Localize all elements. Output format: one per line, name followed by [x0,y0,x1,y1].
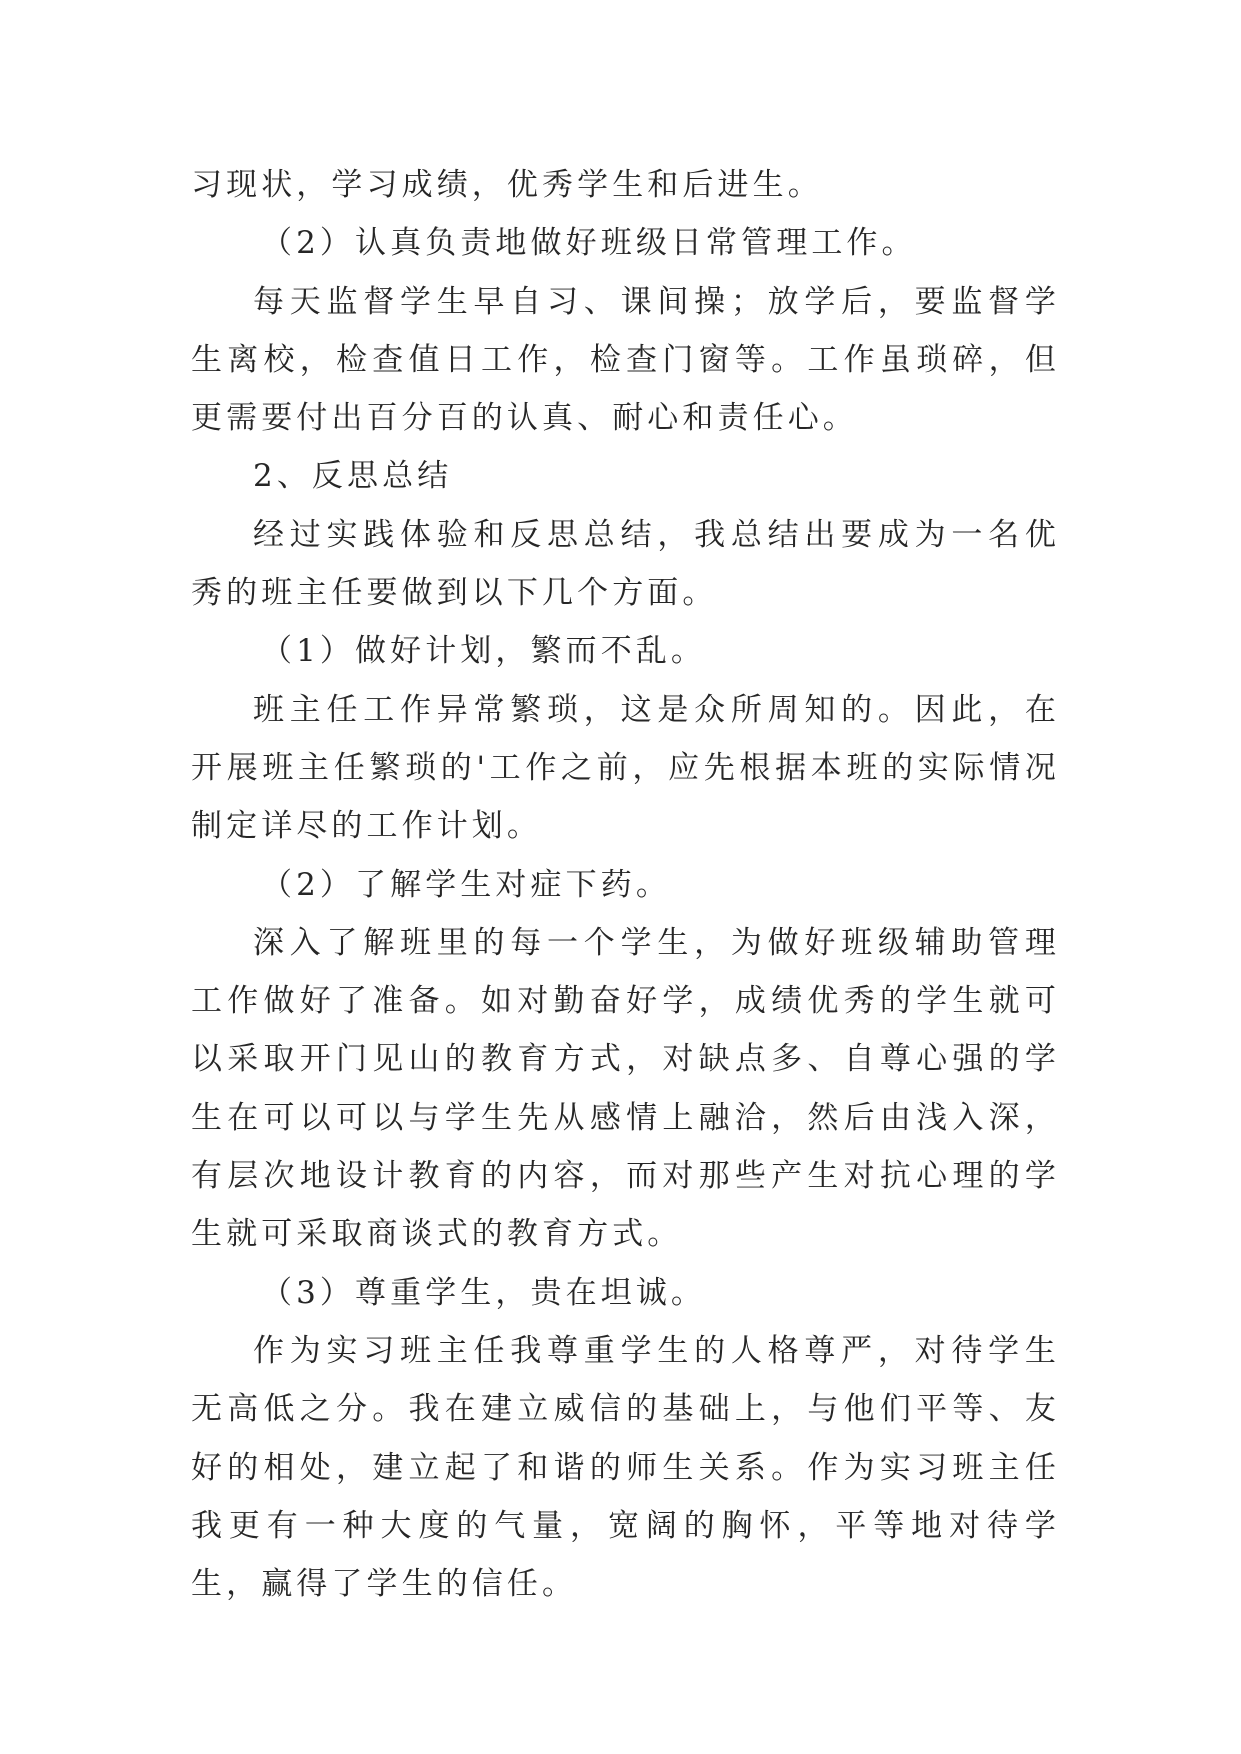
subheading-understand-students: （2）了解学生对症下药。 [261,866,671,903]
subheading-daily-management: （2）认真负责地做好班级日常管理工作。 [261,225,917,262]
section-heading-reflection: 2、反思总结 [253,458,453,495]
subheading-respect-students: （3）尊重学生，贵在坦诚。 [261,1274,707,1311]
paragraph-continuation: 习现状，学习成绩，优秀学生和后进生。 [191,167,823,203]
paragraph-reflection-intro: 经过实践体验和反思总结，我总结出要成为一名优秀的班主任要做到以下几个方面。 [191,516,1060,612]
paragraph-planning: 班主任工作异常繁琐，这是众所周知的。因此，在开展班主任繁琐的'工作之前，应先根据本班的实际情况制定详尽的工作计划。 [191,691,1060,845]
subheading-planning: （1）做好计划，繁而不乱。 [261,633,707,670]
paragraph-respect-students: 作为实习班主任我尊重学生的人格尊严，对待学生无高低之分。我在建立威信的基础上，与他们平等、友好的相处，建立起了和谐的师生关系。作为实习班主任我更有一种大度的气量，宽阔的胸怀，平等地对待学生，赢得了学生的信任。 [191,1332,1060,1603]
paragraph-daily-supervision: 每天监督学生早自习、课间操；放学后，要监督学生离校，检查值日工作，检查门窗等。工作虽琐碎，但更需要付出百分百的认真、耐心和责任心。 [191,283,1060,437]
paragraph-understand-students: 深入了解班里的每一个学生，为做好班级辅助管理工作做好了准备。如对勤奋好学，成绩优秀的学生就可以采取开门见山的教育方式，对缺点多、自尊心强的学生在可以可以与学生先从感情上融洽，然后由浅入深，有层次地设计教育的内容，而对那些产生对抗心理的学生就可采取商谈式的教育方式。 [191,924,1060,1253]
document-body [191,156,1060,1613]
